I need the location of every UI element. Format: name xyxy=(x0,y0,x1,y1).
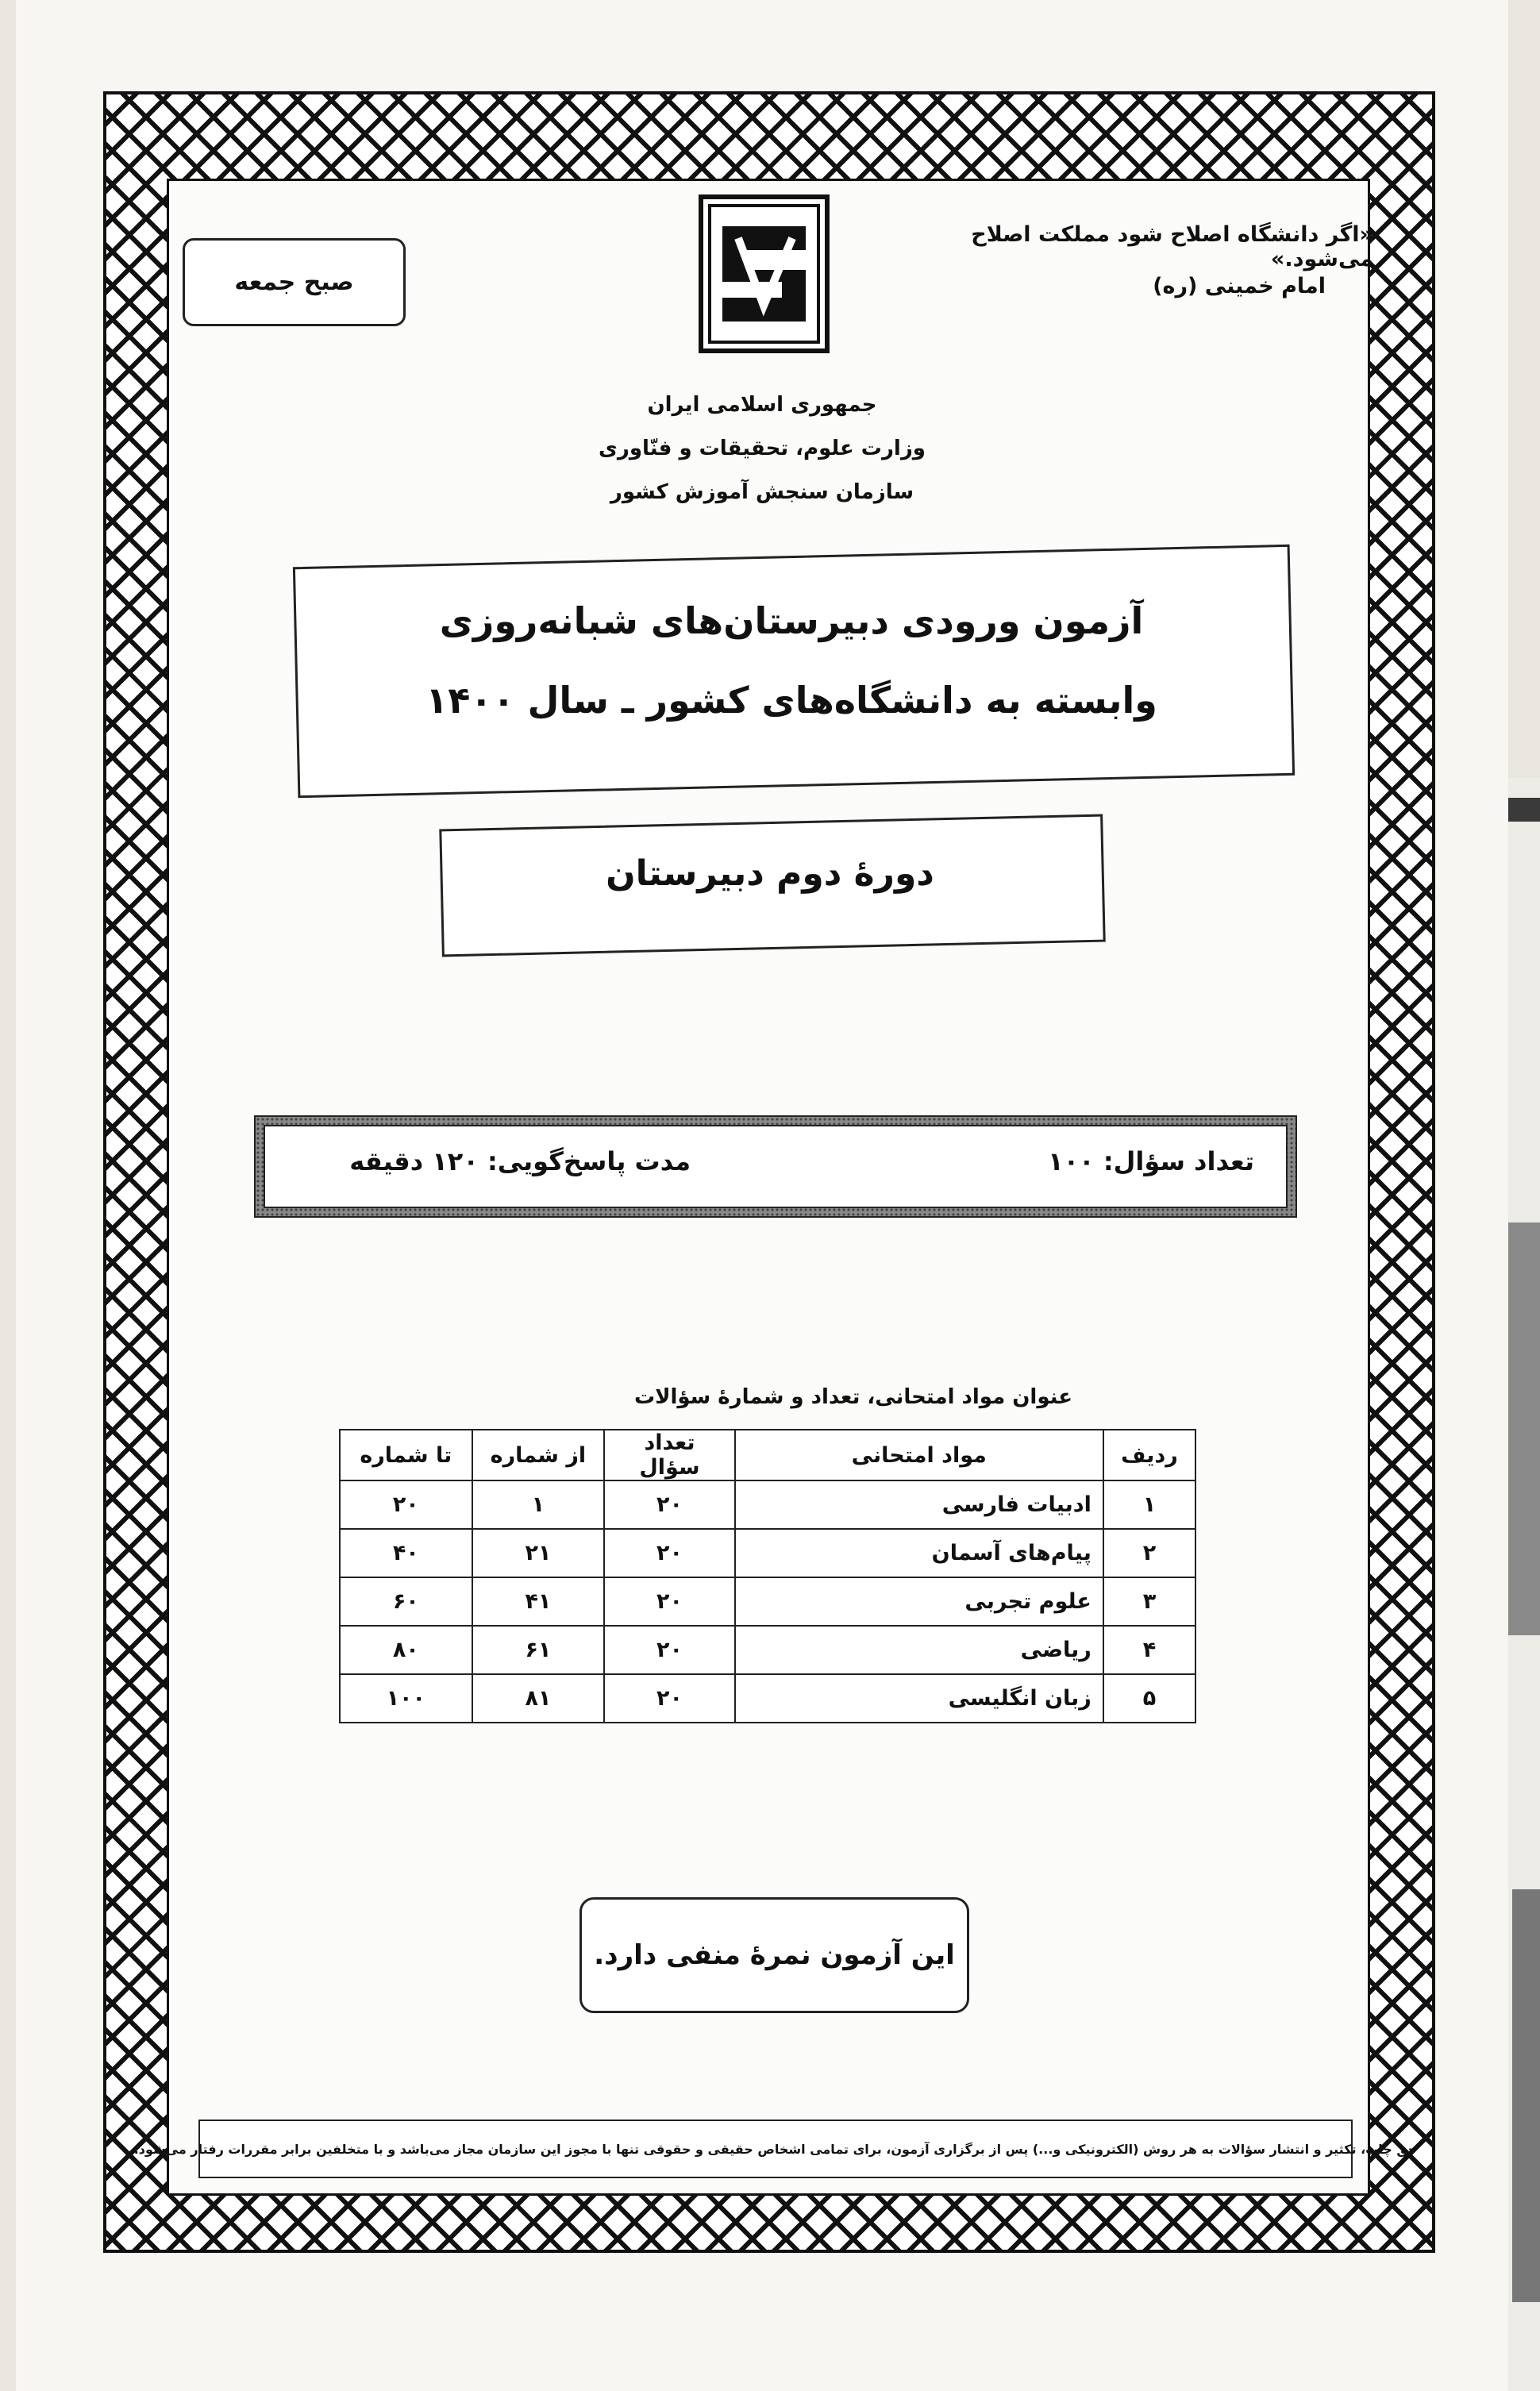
cell-count: ۲۰ xyxy=(604,1626,734,1674)
cell-count: ۲۰ xyxy=(604,1529,734,1577)
header-to: تا شماره xyxy=(340,1430,472,1480)
quote-author: امام خمینی (ره) xyxy=(1153,274,1326,298)
copyright-notice xyxy=(133,2120,1418,2178)
session-badge xyxy=(183,238,406,326)
quote-text: «اگر دانشگاه اصلاح شود مملکت اصلاح می‌شود.» xyxy=(971,222,1373,271)
table-row xyxy=(340,1577,1195,1626)
org-line-1: جمهوری اسلامی ایران xyxy=(647,393,877,417)
exam-info-bar xyxy=(254,1115,1297,1218)
table-row xyxy=(340,1480,1195,1529)
negative-marking-text: این آزمون نمرهٔ منفی دارد. xyxy=(594,1939,955,1971)
org-line-3: سازمان سنجش آموزش کشور xyxy=(610,480,914,504)
copyright-text: حق چاپ، تکثیر و انتشار سؤالات به هر روش (الکترونیکی و...) پس از برگزاری آزمون، برای تمامی اشخاص حقیقی و حقوقی تنها با مجوز این سازمان مجاز می‌باشد و با متخلفین برابر مقررات رفتار می‌شود. xyxy=(133,2141,1418,2157)
cell-count: ۲۰ xyxy=(604,1674,734,1723)
cell-row: ۵ xyxy=(1103,1674,1195,1723)
cell-from: ۶۱ xyxy=(472,1626,605,1674)
cell-from: ۱ xyxy=(472,1480,605,1529)
cell-from: ۸۱ xyxy=(472,1674,605,1723)
cell-subject: زبان انگلیسی xyxy=(735,1674,1103,1723)
session-label: صبح جمعه xyxy=(234,268,354,296)
exam-info-inner xyxy=(264,1125,1288,1208)
cell-count: ۲۰ xyxy=(604,1480,734,1529)
exam-title-line-2: وابسته به دانشگاه‌های کشور ـ سال ۱۴۰۰ xyxy=(425,679,1157,722)
cell-row: ۴ xyxy=(1103,1626,1195,1674)
header-count: تعداد سؤال xyxy=(604,1430,734,1480)
subjects-table-title: عنوان مواد امتحانی، تعداد و شمارهٔ سؤالات xyxy=(633,1385,1073,1409)
cell-subject: پیام‌های آسمان xyxy=(735,1529,1103,1577)
table-row xyxy=(340,1674,1195,1723)
sanjesh-logo-icon xyxy=(699,194,830,353)
cell-row: ۲ xyxy=(1103,1529,1195,1577)
adjacent-sheet-tab xyxy=(1512,1889,1540,2302)
cell-count: ۲۰ xyxy=(604,1577,734,1626)
cell-to: ۶۰ xyxy=(340,1577,472,1626)
table-header-row xyxy=(340,1430,1195,1480)
cell-from: ۲۱ xyxy=(472,1529,605,1577)
cell-to: ۱۰۰ xyxy=(340,1674,472,1723)
exam-level: دورهٔ دوم دبیرستان xyxy=(606,853,934,894)
subjects-table xyxy=(339,1429,1196,1723)
exam-title-box xyxy=(293,545,1295,798)
header-from: از شماره xyxy=(472,1430,605,1480)
cell-subject: علوم تجربی xyxy=(735,1577,1103,1626)
negative-marking-note xyxy=(579,1897,969,2013)
cell-row: ۳ xyxy=(1103,1577,1195,1626)
cell-to: ۲۰ xyxy=(340,1480,472,1529)
cell-to: ۴۰ xyxy=(340,1529,472,1577)
table-row xyxy=(340,1626,1195,1674)
cell-subject: ریاضی xyxy=(735,1626,1103,1674)
cell-subject: ادبیات فارسی xyxy=(735,1480,1103,1529)
adjacent-sheet-tab xyxy=(1508,1222,1540,1635)
answer-duration: مدت پاسخ‌گویی: ۱۲۰ دقیقه xyxy=(349,1146,691,1176)
org-line-2: وزارت علوم، تحقیقات و فنّاوری xyxy=(599,437,926,460)
header-row: ردیف xyxy=(1103,1430,1195,1480)
question-count: تعداد سؤال: ۱۰۰ xyxy=(1048,1146,1254,1176)
cell-row: ۱ xyxy=(1103,1480,1195,1529)
table-row xyxy=(340,1529,1195,1577)
cell-to: ۸۰ xyxy=(340,1626,472,1674)
exam-title-line-1: آزمون ورودی دبیرستان‌های شبانه‌روزی xyxy=(439,599,1144,642)
header-subject: مواد امتحانی xyxy=(735,1430,1103,1480)
cell-from: ۴۱ xyxy=(472,1577,605,1626)
